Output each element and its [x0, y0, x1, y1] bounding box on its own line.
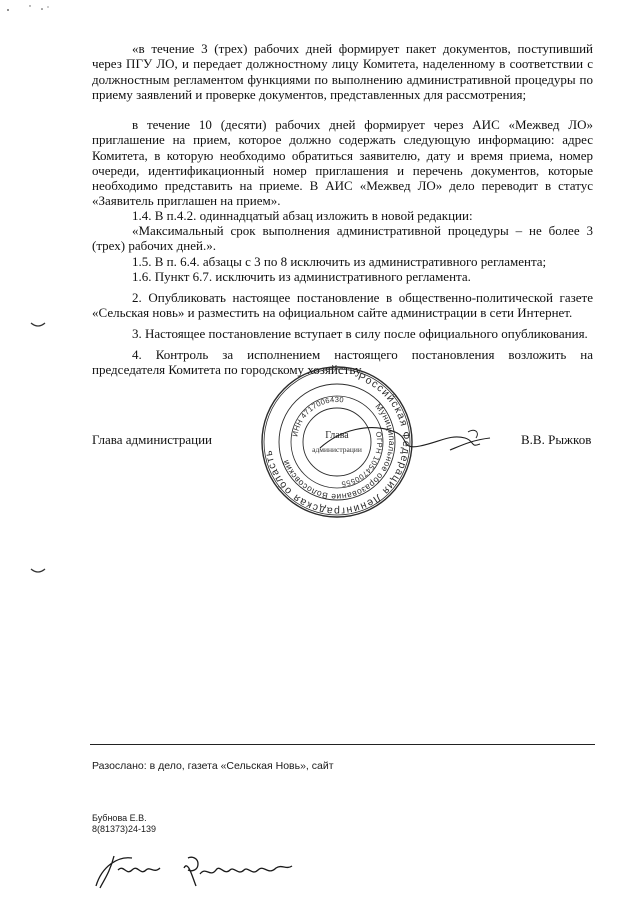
footer-rule — [90, 744, 595, 745]
paragraph-1: «в течение 3 (трех) рабочих дней формирует пакет документов, поступивший через ПГУ ЛО, и передает должностному лицу Комитета, наделенному в соответствии с должностным регламентом функциями по выполнению административной процедуры по приему заявлений и проверке документов, представленных для рассмотрения; — [92, 41, 593, 102]
approval-signatures — [88, 846, 318, 896]
stamp-center-line1: Глава — [325, 430, 349, 441]
handwritten-signature-head — [300, 410, 500, 470]
paragraph-3: 1.4. В п.4.2. одиннадцатый абзац изложить в новой редакции: — [132, 208, 473, 223]
stamp-inner-text: Муниципальное образование Волосовский — [280, 401, 398, 503]
paragraph-4: «Максимальный срок выполнения административной процедуры – не более 3 (трех) рабочих дней.». — [92, 223, 593, 254]
scan-specks — [2, 0, 62, 16]
binder-mark-lower — [30, 566, 46, 576]
paragraph-5: 1.5. В п. 6.4. абзацы с 3 по 8 исключить из административного регламента; — [132, 254, 547, 269]
author-phone: 8(81373)24-139 — [92, 824, 157, 834]
signatory-position: Глава администрации — [92, 432, 213, 447]
paragraph-6: 1.6. Пункт 6.7. исключить из административного регламента. — [132, 269, 471, 284]
stamp-outer-text: Российская Федерация Ленинградская область — [262, 370, 413, 518]
stamp-ogrn: ОГРН 1054700555 — [340, 430, 385, 489]
stamp-center-line2: администрации — [312, 445, 362, 454]
author-name: Бубнова Е.В. — [92, 813, 147, 823]
paragraph-9: 4. Контроль за исполнением настоящего постановления возложить на председателя Комитета по городскому хозяйству. — [92, 347, 593, 378]
paragraph-8: 3. Настоящее постановление вступает в силу после официального опубликования. — [132, 326, 588, 341]
paragraph-2: в течение 10 (десяти) рабочих дней формирует через АИС «Межвед ЛО» приглашение на прием, которое должно содержать следующую информацию: адрес Комитета, в которую необходимо обратиться заявителю, дату и время приема, номер очереди, идентификационный номер приглашения и перечень документов, которые необходимо представить на приеме. В АИС «Межвед ЛО» дело переводит в статус «Заявитель приглашен на прием». — [92, 117, 593, 209]
signatory-name: В.В. Рыжков — [521, 432, 592, 447]
paragraph-7: 2. Опубликовать настоящее постановление в общественно-политической газете «Сельская новь» и разместить на официальном сайте администрации в сети Интернет. — [92, 290, 593, 321]
binder-mark-upper — [30, 320, 46, 330]
stamp-inn: ИНН 4717006430 — [290, 394, 345, 438]
distribution-list: Разослано: в дело, газета «Сельская Новь», сайт — [92, 760, 334, 772]
